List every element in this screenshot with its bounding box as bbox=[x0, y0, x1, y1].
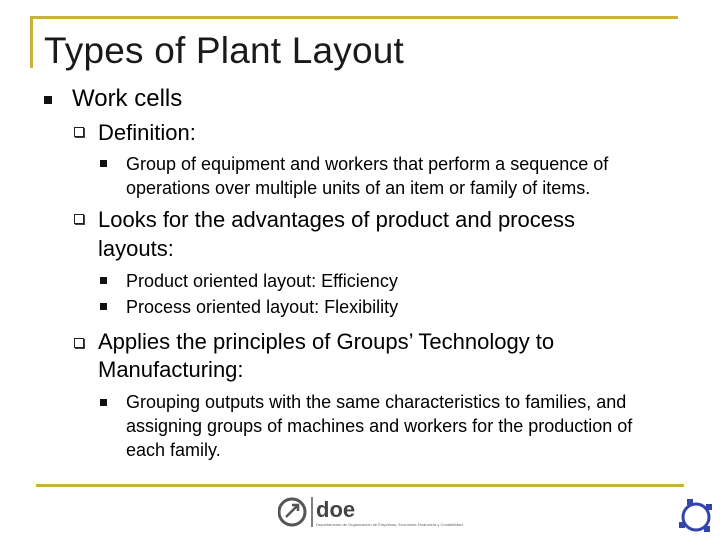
bullet-principles bbox=[74, 338, 84, 348]
department-logo bbox=[278, 495, 518, 529]
definition-heading: Definition: bbox=[98, 120, 196, 145]
principles-line-2: Manufacturing: bbox=[98, 357, 244, 382]
work-cells-heading: Work cells bbox=[72, 85, 183, 112]
bullet-advantages bbox=[74, 214, 84, 224]
bullet-definition bbox=[74, 127, 84, 137]
definition-line-1: Group of equipment and workers that perform a sequence of bbox=[126, 154, 609, 174]
bullet-product bbox=[100, 277, 107, 284]
network-circle-icon bbox=[676, 496, 716, 536]
advantages-line-1: Looks for the advantages of product and process bbox=[98, 207, 575, 232]
principles-line-1: Applies the principles of Groups’ Technology to bbox=[98, 329, 555, 354]
bullet-definition-detail bbox=[100, 160, 107, 167]
product-oriented-item: Product oriented layout: Efficiency bbox=[126, 271, 398, 291]
grouping-line-2: assigning groups of machines and workers for the production of bbox=[126, 416, 633, 436]
grouping-line-3: each family. bbox=[126, 440, 221, 460]
definition-line-2: operations over multiple units of an item or family of items. bbox=[126, 178, 591, 198]
slide-title: Types of Plant Layout bbox=[44, 30, 405, 71]
grouping-line-1: Grouping outputs with the same characteristics to families, and bbox=[126, 392, 627, 412]
logo-text: doe bbox=[316, 497, 356, 522]
bullet-process bbox=[100, 303, 107, 310]
bullet-level1 bbox=[44, 96, 52, 104]
advantages-line-2: layouts: bbox=[98, 236, 174, 261]
footer-divider bbox=[36, 484, 684, 487]
process-oriented-item: Process oriented layout: Flexibility bbox=[126, 297, 399, 317]
logo-subtext: Departamento de Organización de Empresas, Economía Financiera y Contabilidad bbox=[316, 522, 463, 527]
bullet-grouping bbox=[100, 399, 107, 406]
